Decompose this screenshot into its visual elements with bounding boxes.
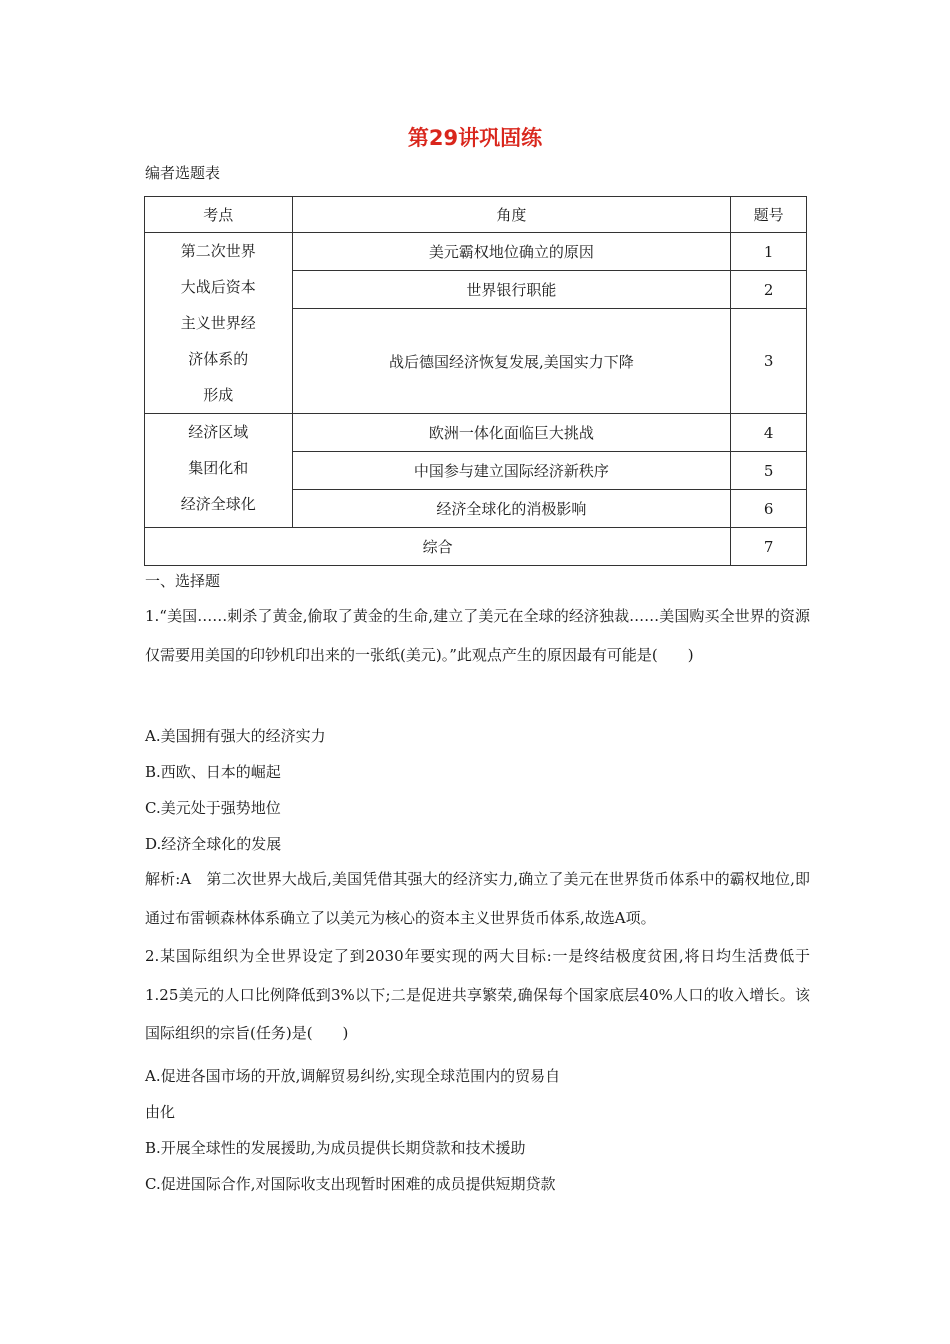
q2-option-b: B.开展全球性的发展援助,为成员提供长期贷款和技术援助	[145, 1139, 526, 1157]
selection-table	[144, 196, 807, 566]
kaodian-line: 集团化和	[188, 459, 249, 477]
jiaodu-cell: 经济全球化的消极影响	[292, 490, 731, 528]
tihao-cell: 4	[731, 414, 807, 452]
q1-option-a: A.美国拥有强大的经济实力	[145, 727, 326, 745]
table-caption: 编者选题表	[145, 164, 221, 182]
table-row	[145, 233, 807, 271]
tihao-cell: 5	[731, 452, 807, 490]
table-row	[145, 414, 807, 452]
jiaodu-cell: 美元霸权地位确立的原因	[292, 233, 731, 271]
q1-option-d: D.经济全球化的发展	[145, 835, 282, 853]
kaodian-line: 经济区域	[188, 423, 249, 441]
kaodian-line: 经济全球化	[180, 495, 256, 513]
table-row	[145, 528, 807, 566]
section-heading: 一、选择题	[145, 572, 221, 590]
header-jiaodu: 角度	[292, 197, 731, 233]
jiaodu-cell: 战后德国经济恢复发展,美国实力下降	[292, 309, 731, 414]
question-1-stem: 1.“美国……刺杀了黄金,偷取了黄金的生命,建立了美元在全球的经济独裁……美国购买全世界的资源仅需要用美国的印钞机印出来的一张纸(美元)。”此观点产生的原因最有可能是( )	[145, 607, 810, 664]
header-kaodian: 考点	[145, 197, 293, 233]
kaodian-cell	[145, 233, 293, 414]
tihao-cell: 3	[731, 309, 807, 414]
q2-option-c: C.促进国际合作,对国际收支出现暂时困难的成员提供短期贷款	[145, 1175, 556, 1193]
tihao-cell: 6	[731, 490, 807, 528]
jiaodu-cell: 欧洲一体化面临巨大挑战	[292, 414, 731, 452]
kaodian-cell	[145, 414, 293, 528]
summary-tihao: 7	[731, 528, 807, 566]
jiaodu-cell: 世界银行职能	[292, 271, 731, 309]
question-2-stem: 2.某国际组织为全世界设定了到2030年要实现的两大目标:一是终结极度贫困,将日均生活费低于1.25美元的人口比例降低到3%以下;二是促进共享繁荣,确保每个国家底层40%人口的收入增长。该国际组织的宗旨(任务)是( )	[145, 947, 810, 1042]
table-header-row	[145, 197, 807, 233]
kaodian-line: 主义世界经	[180, 314, 256, 332]
q1-option-b: B.西欧、日本的崛起	[145, 763, 281, 781]
summary-label: 综合	[145, 528, 731, 566]
kaodian-line: 济体系的	[188, 350, 249, 368]
q2-option-a-continued: 由化	[145, 1103, 176, 1121]
q1-option-c: C.美元处于强势地位	[145, 799, 281, 817]
question-1-analysis: 解析:A 第二次世界大战后,美国凭借其强大的经济实力,确立了美元在世界货币体系中的霸权地位,即通过布雷顿森林体系确立了以美元为核心的资本主义世界货币体系,故选A项。	[145, 870, 810, 927]
jiaodu-cell: 中国参与建立国际经济新秩序	[292, 452, 731, 490]
page-title: 第29讲巩固练	[407, 126, 543, 150]
tihao-cell: 1	[731, 233, 807, 271]
kaodian-line: 第二次世界	[180, 242, 256, 260]
q2-option-a: A.促进各国市场的开放,调解贸易纠纷,实现全球范围内的贸易自	[145, 1067, 561, 1085]
kaodian-line: 大战后资本	[180, 278, 256, 296]
header-tihao: 题号	[731, 197, 807, 233]
tihao-cell: 2	[731, 271, 807, 309]
kaodian-line: 形成	[203, 386, 234, 404]
